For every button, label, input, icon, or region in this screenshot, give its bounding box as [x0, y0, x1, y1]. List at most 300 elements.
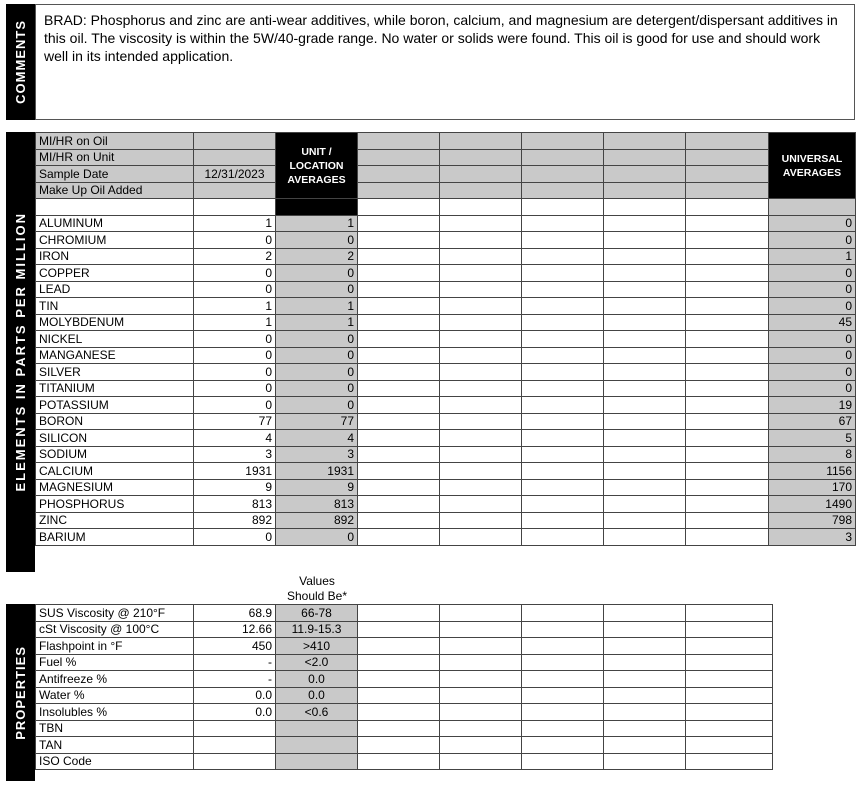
- meta-label: Make Up Oil Added: [36, 182, 194, 199]
- blank-cell: [358, 638, 440, 655]
- properties-table: [35, 604, 773, 770]
- blank-cell: [522, 413, 604, 430]
- blank-cell: [358, 671, 440, 688]
- blank-cell: [522, 496, 604, 513]
- blank-cell: [604, 166, 686, 183]
- property-should-be: [276, 720, 358, 737]
- blank-cell: [686, 446, 769, 463]
- blank-cell: [522, 380, 604, 397]
- blank-cell: [358, 380, 440, 397]
- element-row: [36, 463, 856, 480]
- blank-cell: [604, 199, 686, 216]
- property-value: [194, 720, 276, 737]
- blank-cell: [604, 314, 686, 331]
- blank-cell: [440, 430, 522, 447]
- element-name: TIN: [36, 298, 194, 315]
- property-row: [36, 671, 773, 688]
- element-row: [36, 232, 856, 249]
- element-value: 0: [194, 529, 276, 546]
- blank-cell: [358, 364, 440, 381]
- blank-cell: [522, 463, 604, 480]
- element-row: [36, 298, 856, 315]
- blank-cell: [686, 753, 773, 770]
- blank-cell: [604, 265, 686, 282]
- property-name: Antifreeze %: [36, 671, 194, 688]
- blank-cell: [604, 182, 686, 199]
- element-unit-average: 4: [276, 430, 358, 447]
- meta-row: [36, 166, 856, 183]
- element-unit-average: 2: [276, 248, 358, 265]
- element-name: MAGNESIUM: [36, 479, 194, 496]
- blank-cell: [604, 446, 686, 463]
- blank-cell: [686, 199, 769, 216]
- element-row: [36, 281, 856, 298]
- comments-label-text: COMMENTS: [13, 20, 28, 104]
- blank-cell: [440, 215, 522, 232]
- element-name: SODIUM: [36, 446, 194, 463]
- property-row: [36, 720, 773, 737]
- element-universal-average: 0: [769, 215, 856, 232]
- blank-cell: [358, 621, 440, 638]
- element-row: [36, 413, 856, 430]
- blank-cell: [522, 397, 604, 414]
- element-row: [36, 479, 856, 496]
- blank-cell: [604, 512, 686, 529]
- blank-cell: [440, 479, 522, 496]
- meta-row: [36, 182, 856, 199]
- element-unit-average: 0: [276, 529, 358, 546]
- blank-cell: [440, 704, 522, 721]
- element-universal-average: 19: [769, 397, 856, 414]
- property-value: 68.9: [194, 605, 276, 622]
- element-unit-average: 892: [276, 512, 358, 529]
- element-unit-average: 1: [276, 215, 358, 232]
- blank-cell: [440, 654, 522, 671]
- blank-cell: [358, 314, 440, 331]
- property-row: [36, 638, 773, 655]
- element-name: CHROMIUM: [36, 232, 194, 249]
- blank-cell: [440, 671, 522, 688]
- blank-cell: [440, 298, 522, 315]
- element-universal-average: 1156: [769, 463, 856, 480]
- blank-cell: [358, 605, 440, 622]
- blank-cell: [358, 182, 440, 199]
- properties-label-text: PROPERTIES: [13, 645, 28, 740]
- blank-cell: [522, 529, 604, 546]
- property-should-be: 66-78: [276, 605, 358, 622]
- element-universal-average: 0: [769, 347, 856, 364]
- blank-cell: [686, 621, 773, 638]
- blank-cell: [686, 687, 773, 704]
- blank-cell: [522, 479, 604, 496]
- element-universal-average: 67: [769, 413, 856, 430]
- meta-value: [194, 133, 276, 150]
- blank-cell: [686, 133, 769, 150]
- property-value: -: [194, 654, 276, 671]
- meta-row: [36, 133, 856, 150]
- blank-cell: [440, 753, 522, 770]
- blank-cell: [440, 413, 522, 430]
- blank-cell: [440, 380, 522, 397]
- element-unit-average: 0: [276, 265, 358, 282]
- blank-cell: [604, 331, 686, 348]
- blank-cell: [522, 314, 604, 331]
- blank-cell: [604, 281, 686, 298]
- blank-cell: [522, 133, 604, 150]
- blank-cell: [358, 232, 440, 249]
- blank-cell: [358, 720, 440, 737]
- element-value: 3: [194, 446, 276, 463]
- element-name: TITANIUM: [36, 380, 194, 397]
- element-universal-average: 0: [769, 364, 856, 381]
- comments-side-label: [6, 4, 35, 120]
- blank-cell: [358, 496, 440, 513]
- blank-cell: [522, 720, 604, 737]
- blank-cell: [440, 331, 522, 348]
- element-name: NICKEL: [36, 331, 194, 348]
- blank-cell: [686, 347, 769, 364]
- element-unit-average: 0: [276, 281, 358, 298]
- blank-cell: [686, 479, 769, 496]
- element-row: [36, 331, 856, 348]
- blank-cell: [686, 397, 769, 414]
- meta-value: 12/31/2023: [194, 166, 276, 183]
- property-value: [194, 737, 276, 754]
- property-should-be: <2.0: [276, 654, 358, 671]
- blank-cell: [686, 281, 769, 298]
- blank-cell: [686, 314, 769, 331]
- blank-cell: [604, 397, 686, 414]
- blank-cell: [440, 166, 522, 183]
- blank-cell: [686, 248, 769, 265]
- blank-cell: [358, 430, 440, 447]
- property-value: 12.66: [194, 621, 276, 638]
- blank-cell: [358, 149, 440, 166]
- element-value: 0: [194, 397, 276, 414]
- property-row: [36, 704, 773, 721]
- element-value: 0: [194, 347, 276, 364]
- property-should-be: 11.9-15.3: [276, 621, 358, 638]
- element-unit-average: 813: [276, 496, 358, 513]
- blank-cell: [440, 364, 522, 381]
- element-value: 1: [194, 215, 276, 232]
- blank-cell: [604, 687, 686, 704]
- element-universal-average: 0: [769, 265, 856, 282]
- blank-cell: [358, 704, 440, 721]
- blank-cell: [358, 654, 440, 671]
- blank-cell: [686, 463, 769, 480]
- blank-cell: [522, 347, 604, 364]
- blank-cell: [440, 463, 522, 480]
- blank-cell: [604, 496, 686, 513]
- blank-cell: [522, 215, 604, 232]
- element-universal-average: 798: [769, 512, 856, 529]
- blank-cell: [522, 654, 604, 671]
- blank-cell: [769, 199, 856, 216]
- blank-cell: [194, 199, 276, 216]
- element-name: BARIUM: [36, 529, 194, 546]
- element-value: 0: [194, 265, 276, 282]
- blank-cell: [604, 621, 686, 638]
- element-name: PHOSPHORUS: [36, 496, 194, 513]
- blank-cell: [522, 605, 604, 622]
- blank-cell: [604, 380, 686, 397]
- blank-cell: [522, 298, 604, 315]
- blank-cell: [686, 364, 769, 381]
- blank-cell: [604, 248, 686, 265]
- blank-cell: [440, 621, 522, 638]
- element-universal-average: 0: [769, 331, 856, 348]
- blank-cell: [440, 347, 522, 364]
- property-should-be: 0.0: [276, 687, 358, 704]
- blank-cell: [440, 232, 522, 249]
- blank-cell: [686, 331, 769, 348]
- blank-cell: [604, 149, 686, 166]
- element-unit-average: 9: [276, 479, 358, 496]
- element-row: [36, 265, 856, 282]
- element-name: SILVER: [36, 364, 194, 381]
- element-value: 0: [194, 380, 276, 397]
- blank-cell: [686, 166, 769, 183]
- blank-cell: [604, 605, 686, 622]
- blank-cell: [358, 397, 440, 414]
- blank-cell: [604, 298, 686, 315]
- blank-cell: [604, 430, 686, 447]
- blank-cell: [522, 446, 604, 463]
- element-universal-average: 3: [769, 529, 856, 546]
- blank-cell: [358, 265, 440, 282]
- blank-cell: [522, 671, 604, 688]
- element-unit-average: 3: [276, 446, 358, 463]
- blank-cell: [358, 463, 440, 480]
- blank-cell: [358, 347, 440, 364]
- blank-cell: [522, 149, 604, 166]
- blank-cell: [604, 704, 686, 721]
- blank-cell: [522, 281, 604, 298]
- blank-cell: [522, 737, 604, 754]
- blank-cell: [604, 737, 686, 754]
- blank-cell: [604, 654, 686, 671]
- blank-cell: [358, 512, 440, 529]
- unit-location-averages-header: UNIT / LOCATION AVERAGES: [276, 133, 358, 199]
- blank-cell: [686, 605, 773, 622]
- blank-cell: [522, 265, 604, 282]
- blank-cell: [686, 720, 773, 737]
- blank-cell: [522, 704, 604, 721]
- element-row: [36, 248, 856, 265]
- property-name: Flashpoint in °F: [36, 638, 194, 655]
- blank-cell: [604, 232, 686, 249]
- blank-cell: [358, 737, 440, 754]
- blank-cell: [440, 133, 522, 150]
- element-universal-average: 1490: [769, 496, 856, 513]
- element-unit-average: 0: [276, 364, 358, 381]
- element-name: LEAD: [36, 281, 194, 298]
- blank-cell: [440, 314, 522, 331]
- property-value: [194, 753, 276, 770]
- property-value: 0.0: [194, 687, 276, 704]
- element-universal-average: 1: [769, 248, 856, 265]
- blank-cell: [440, 248, 522, 265]
- meta-label: MI/HR on Unit: [36, 149, 194, 166]
- property-row: [36, 654, 773, 671]
- blank-cell: [522, 621, 604, 638]
- property-value: 450: [194, 638, 276, 655]
- element-value: 1: [194, 298, 276, 315]
- blank-cell: [522, 232, 604, 249]
- blank-cell: [440, 720, 522, 737]
- blank-cell: [440, 529, 522, 546]
- blank-cell: [358, 248, 440, 265]
- element-row: [36, 430, 856, 447]
- element-universal-average: 0: [769, 380, 856, 397]
- universal-averages-header: UNIVERSAL AVERAGES: [769, 133, 856, 199]
- property-name: Insolubles %: [36, 704, 194, 721]
- property-should-be: [276, 737, 358, 754]
- blank-cell: [522, 638, 604, 655]
- elements-table: [35, 132, 856, 546]
- blank-cell: [604, 720, 686, 737]
- element-row: [36, 314, 856, 331]
- element-universal-average: 0: [769, 281, 856, 298]
- blank-cell: [358, 529, 440, 546]
- blank-cell: [440, 687, 522, 704]
- blank-cell: [440, 265, 522, 282]
- element-unit-average: 0: [276, 380, 358, 397]
- blank-cell: [604, 479, 686, 496]
- element-row: [36, 347, 856, 364]
- meta-label: Sample Date: [36, 166, 194, 183]
- element-row: [36, 512, 856, 529]
- blank-cell: [604, 133, 686, 150]
- element-unit-average: 1: [276, 298, 358, 315]
- ppm-label-text: ELEMENTS IN PARTS PER MILLION: [13, 212, 28, 492]
- blank-cell: [440, 281, 522, 298]
- property-name: SUS Viscosity @ 210°F: [36, 605, 194, 622]
- properties-side-label: [6, 604, 35, 781]
- element-universal-average: 0: [769, 232, 856, 249]
- element-value: 1: [194, 314, 276, 331]
- blank-cell: [358, 281, 440, 298]
- element-value: 2: [194, 248, 276, 265]
- blank-cell: [686, 215, 769, 232]
- comments-text: BRAD: Phosphorus and zinc are anti-wear additives, while boron, calcium, and magnesium are detergent/dispersant additives in this oil. The viscosity is within the 5W/40-grade range. No water or solids were found. This oil is good for use and should work well in its intended application.: [35, 4, 855, 120]
- property-name: cSt Viscosity @ 100°C: [36, 621, 194, 638]
- blank-cell: [440, 605, 522, 622]
- property-should-be: <0.6: [276, 704, 358, 721]
- property-name: ISO Code: [36, 753, 194, 770]
- blank-cell: [522, 331, 604, 348]
- element-row: [36, 446, 856, 463]
- element-name: POTASSIUM: [36, 397, 194, 414]
- element-universal-average: 0: [769, 298, 856, 315]
- blank-cell: [522, 430, 604, 447]
- blank-cell: [522, 182, 604, 199]
- blank-cell: [358, 446, 440, 463]
- element-name: MANGANESE: [36, 347, 194, 364]
- property-value: 0.0: [194, 704, 276, 721]
- element-name: ZINC: [36, 512, 194, 529]
- element-row: [36, 529, 856, 546]
- property-row: [36, 687, 773, 704]
- blank-cell: [686, 413, 769, 430]
- blank-cell: [276, 199, 358, 216]
- element-name: SILICON: [36, 430, 194, 447]
- blank-cell: [604, 638, 686, 655]
- element-unit-average: 77: [276, 413, 358, 430]
- element-value: 9: [194, 479, 276, 496]
- element-row: [36, 380, 856, 397]
- element-name: BORON: [36, 413, 194, 430]
- blank-cell: [604, 463, 686, 480]
- blank-cell: [358, 298, 440, 315]
- comments-section: [6, 4, 855, 120]
- meta-row: [36, 149, 856, 166]
- spacer-row: [36, 199, 856, 216]
- blank-cell: [358, 133, 440, 150]
- element-row: [36, 496, 856, 513]
- element-value: 4: [194, 430, 276, 447]
- blank-cell: [440, 496, 522, 513]
- blank-cell: [686, 529, 769, 546]
- blank-cell: [604, 215, 686, 232]
- blank-cell: [522, 512, 604, 529]
- meta-label: MI/HR on Oil: [36, 133, 194, 150]
- element-unit-average: 1: [276, 314, 358, 331]
- element-universal-average: 170: [769, 479, 856, 496]
- property-should-be: 0.0: [276, 671, 358, 688]
- blank-cell: [522, 753, 604, 770]
- blank-cell: [440, 149, 522, 166]
- blank-cell: [358, 331, 440, 348]
- element-row: [36, 364, 856, 381]
- property-should-be: [276, 753, 358, 770]
- element-unit-average: 0: [276, 232, 358, 249]
- element-name: COPPER: [36, 265, 194, 282]
- element-unit-average: 1931: [276, 463, 358, 480]
- blank-cell: [686, 182, 769, 199]
- blank-cell: [604, 347, 686, 364]
- property-row: [36, 621, 773, 638]
- element-row: [36, 215, 856, 232]
- blank-cell: [440, 446, 522, 463]
- blank-cell: [686, 654, 773, 671]
- element-name: IRON: [36, 248, 194, 265]
- meta-value: [194, 182, 276, 199]
- property-should-be: >410: [276, 638, 358, 655]
- blank-cell: [358, 687, 440, 704]
- blank-cell: [522, 248, 604, 265]
- blank-cell: [358, 166, 440, 183]
- element-universal-average: 5: [769, 430, 856, 447]
- element-value: 0: [194, 232, 276, 249]
- element-value: 77: [194, 413, 276, 430]
- blank-cell: [686, 298, 769, 315]
- element-unit-average: 0: [276, 347, 358, 364]
- element-unit-average: 0: [276, 397, 358, 414]
- blank-cell: [604, 364, 686, 381]
- blank-cell: [604, 529, 686, 546]
- blank-cell: [358, 753, 440, 770]
- blank-cell: [358, 215, 440, 232]
- blank-cell: [358, 413, 440, 430]
- blank-cell: [440, 737, 522, 754]
- element-value: 0: [194, 364, 276, 381]
- element-universal-average: 8: [769, 446, 856, 463]
- blank-cell: [522, 166, 604, 183]
- blank-cell: [522, 199, 604, 216]
- property-name: Fuel %: [36, 654, 194, 671]
